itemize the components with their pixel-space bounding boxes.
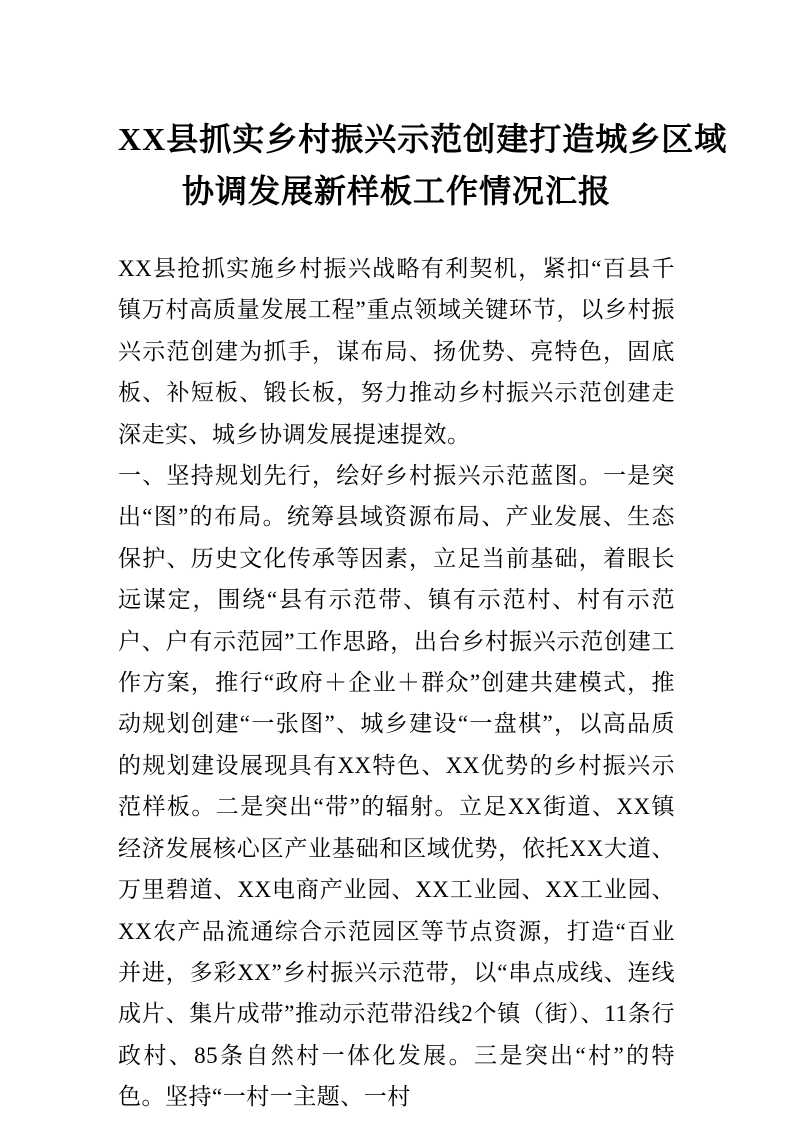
title-line-1: XX县抓实乡村振兴示范创建打造城乡区域 xyxy=(118,121,728,157)
document-body xyxy=(118,248,675,1118)
title-line-2: 协调发展新样板工作情况汇报 xyxy=(181,173,611,209)
document-title xyxy=(118,113,728,217)
paragraph-intro: XX县抢抓实施乡村振兴战略有利契机，紧扣“百县千镇万村高质量发展工程”重点领域关键环节，以乡村振兴示范创建为抓手，谋布局、扬优势、亮特色，固底板、补短板、锻长板，努力推动乡村振兴示范创建走深走实、城乡协调发展提速提效。 xyxy=(118,256,675,447)
paragraph-section-one: 一、坚持规划先行，绘好乡村振兴示范蓝图。一是突出“图”的布局。统筹县域资源布局、产业发展、生态保护、历史文化传承等因素，立足当前基础，着眼长远谋定，围绕“县有示范带、镇有示范村、村有示范户、户有示范园”工作思路，出台乡村振兴示范创建工作方案，推行“政府＋企业＋群众”创建共建模式，推动规划创建“一张图”、城乡建设“一盘棋”，以高品质的规划建设展现具有XX特色、XX优势的乡村振兴示范样板。二是突出“带”的辐射。立足XX街道、XX镇经济发展核心区产业基础和区域优势，依托XX大道、万里碧道、XX电商产业园、XX工业园、XX工业园、XX农产品流通综合示范园区等节点资源，打造“百业并进，多彩XX”乡村振兴示范带，以“串点成线、连线成片、集片成带”推动示范带沿线2个镇（街）、11条行政村、85条自然村一体化发展。三是突出“村”的特色。坚持“一村一主题、一村 xyxy=(118,463,675,1110)
